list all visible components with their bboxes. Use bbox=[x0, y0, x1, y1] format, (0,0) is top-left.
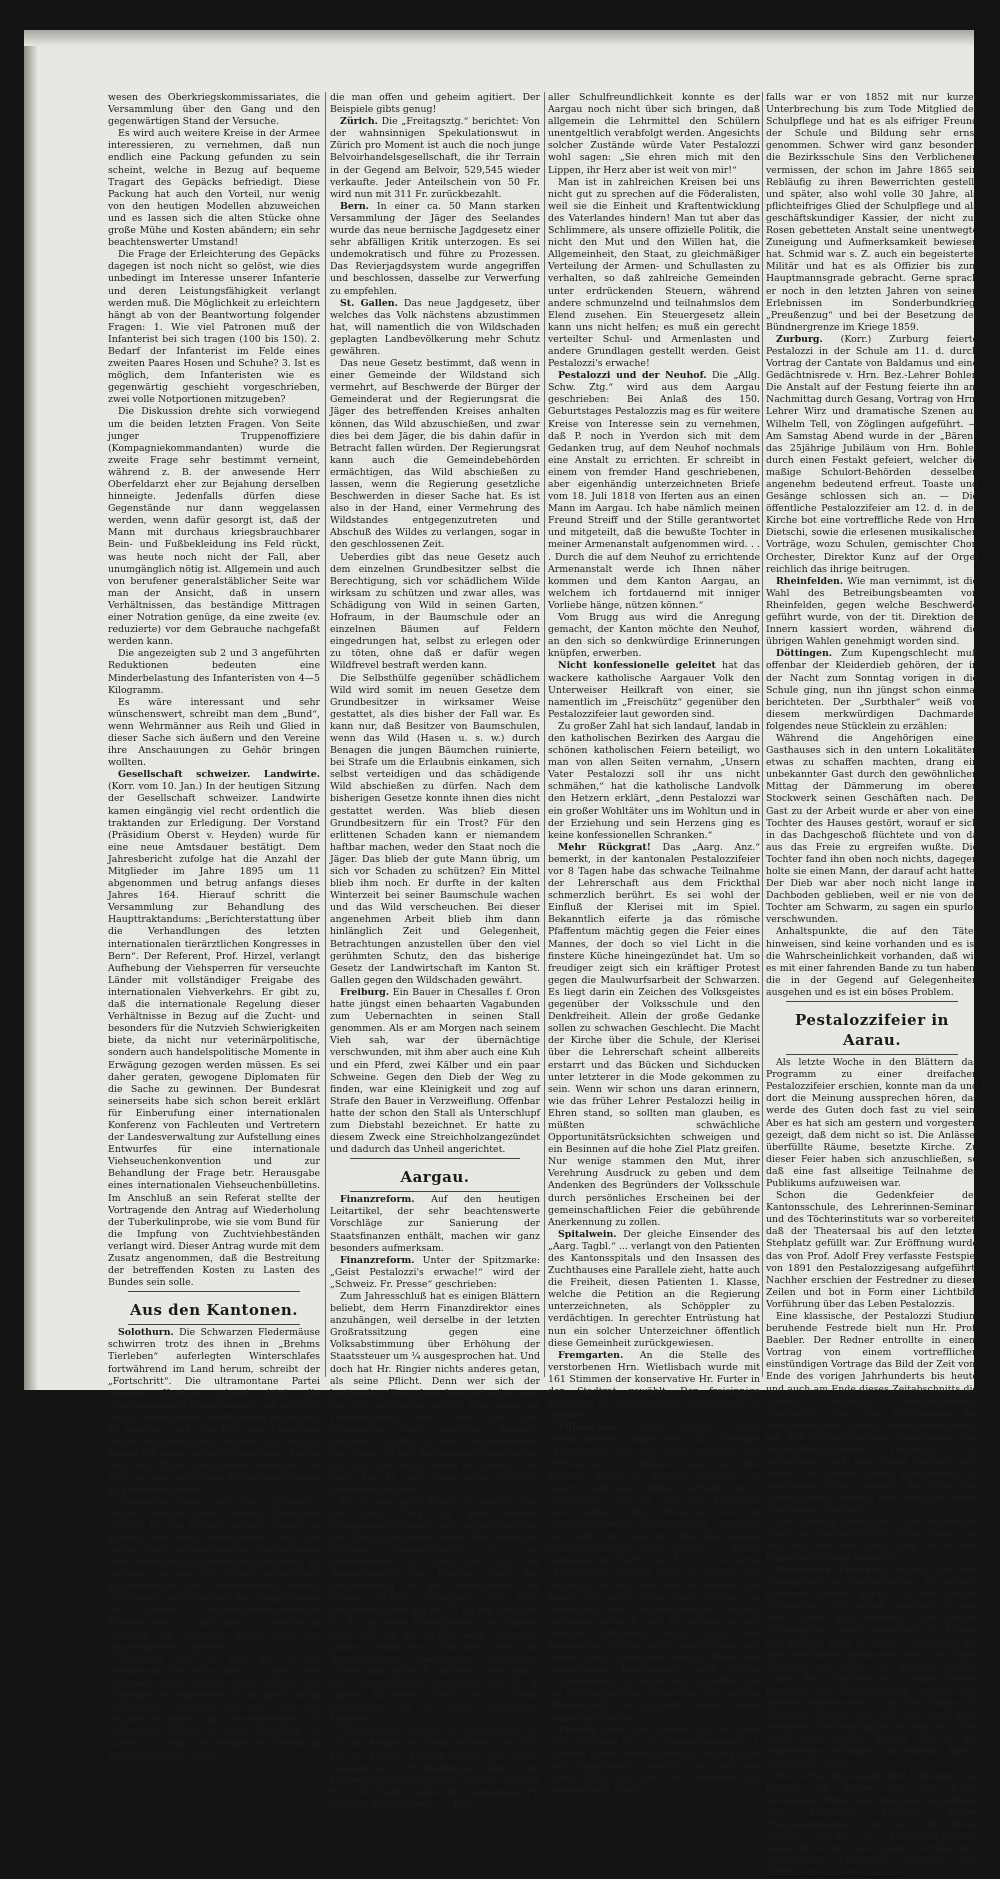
paragraph-keyword: Mehr Rückgrat! bbox=[558, 841, 651, 853]
paragraph: Schon die Gedenkfeier der Kantonsschule, des Lehrerinnen-Seminars und des Töchterinstituts war so vorbereitet, daß der Theatersaal bis auf den letzten Stehplatz gefüllt war. Zur Eröffnung wurde das von Prof. Adolf Frey verfasste Festspiel von 1891 den Pestalozzigesang aufgeführt. Nachher erschien der Festredner zu diesen Zeilen und bot in Form einer Lichtbild-Vorführung über das Leben Pestalozzis. bbox=[766, 1190, 978, 1310]
paragraph: Die Selbsthülfe gegenüber schädlichem Wild wird somit im neuen Gesetze dem Grundbesitzer in wirksamer Weise gestattet, als dies bisher der Fall war. Es kann nur, daß Besitzer von Baumschulen, wenn das Wild (Hasen u. s. w.) durch Benagen die jungen Bäumchen ruinierte, bei Strafe um die Erlaubnis einkamen, sich selbst verteidigen und das schädigende Wild abschießen zu dürfen. Nach dem bisherigen Gesetze konnte ihnen dies nicht gestattet werden. Was blieb diesen Grundbesitzern für ein Trost? Für den erlittenen Schaden kann er niemandem haftbar machen, weder den Staat noch die Jäger. Das blieb der gute Mann übrig, um sich vor Schaden zu schützen? Ein Mittel blieb ihm noch. Er durfte in der kalten Winterzeit bei seiner Baumschule wachen und das Wild verscheuchen. Bei dieser angenehmen Arbeit blieb ihm dann hinlänglich Zeit und Gelegenheit, Betrachtungen anzustellen über den viel gerühmten Schutz, den das bisherige Gesetz der Landwirtschaft im Kanton St. Gallen gegen den Wildschaden gewährt. bbox=[330, 672, 540, 986]
paragraph-text: Wie man vernimmt, ist die Wahl des Betreibungsbeamten von Rheinfelden, gegen welche Beschwerde geführt wurde, von der tit. Direktion des Innern kassiert worden, während die übrigen Wahlen genehmigt worden sind. bbox=[766, 575, 979, 648]
paragraph: Als letzte Woche in den Blättern das Programm zu einer dreifachen Pestalozzifeier erschien, konnte man da und dort die Meinung aussprechen hören, das werde des Guten doch fast zu viel sein. Aber es hat sich am gestern und vorgestern gezeigt, daß dem nicht so ist. Die Anlässe: überfüllte Räume, besetzte Kirche. Zu dieser Feier haben sich anzuschließen, so daß eine fast allseitige Teilnahme des Publikums aufzuweisen war. bbox=[766, 1057, 978, 1189]
paragraph-text: Die „Allg. Schw. Ztg.“ wird aus dem Aargau geschrieben: Bei Anlaß des 150. Geburtstages Pestalozzis mag es für weitere Kreise von Interesse sein zu vernehmen, daß P. noch in Yverdon sich mit dem Gedanken trug, auf dem Neuhof nochmals eine Anstalt zu errichten. Er schreibt in einem von fremder Hand geschriebenen, aber eigenhändig unterzeichneten Briefe vom 18. Juli 1818 von Iferten aus an einen Mann im Aargau. Ich habe nämlich meinen Freund Streiff und der Stille gerantwortet und mitgeteilt, daß die bewußte Tochter in meiner Armenanstalt aufgenommen wird. . . . Durch die auf dem Neuhof zu errichtende Armenanstalt werde ich Ihnen näher kommen und dem Kanton Aargau, an welchem ich fortdauernd mit inniger Vorliebe hänge, nützen können.“ bbox=[548, 370, 760, 611]
column-rule bbox=[544, 92, 545, 1377]
paragraph: Es wäre interessant und sehr wünschenswert, schreibt man dem „Bund“, wenn Wehrmänner aus Reih und Glied in dieser Sache sich äußern und den Vereine ihre Anschauungen zu Gehör bringen wollten. bbox=[108, 696, 320, 769]
paragraph-keyword: Spitalwein. bbox=[558, 1228, 617, 1240]
paragraph bbox=[548, 660, 760, 720]
paragraph-keyword: Gesellschaft schweizer. Landwirte. bbox=[118, 769, 320, 781]
paragraph bbox=[548, 1725, 760, 1798]
section-rule bbox=[786, 1054, 958, 1055]
paragraph: Sehr schwellig ausgeführte Uebungen der Knaben am Barren und eine frisch gesungene Monotonie grazioser Reigentanz der Mädchen bildeten ferner Programmnummern und als Schluß dieses Abends wurde die Pestalozzi-Kantate gebracht, womit diese ganze würdige und genußreiche Produktion geboten, zum Schluß eine längere Cantate bbox=[766, 1770, 978, 1879]
section-rule bbox=[128, 1324, 300, 1325]
paragraph-keyword: Pestalozzi und der Neuhof. bbox=[558, 370, 707, 382]
paragraph bbox=[548, 1229, 760, 1350]
paragraph bbox=[548, 1422, 760, 1724]
paragraph-keyword: Finanzreform. bbox=[340, 1194, 415, 1206]
paragraph-keyword: Döttingen. bbox=[776, 648, 833, 660]
paragraph-text: Ein Bauer in Chesalles f. Oron hatte jüngst einen behaarten Vagabunden zum Uebernachten in seinen Stall genommen. Als er am Morgen nach seinem Vieh sah, war der übernächtige verschwunden, mit ihm aber auch eine Kuh und ein Pferd, zwei Kälber und ein paar Schweine. Gegen den Dieb der Weg zu finden, war eine Kleinigkeit und zog auf Strafe den Bauer in Verzweiflung. Offenbar hatte der schon den Stall als Unterschlupf zum Diebstahl bezeichnet. Er hatte zu diesem Zweck eine Streichholzangezündet und dadurch das Unheil angerichtet. bbox=[330, 986, 541, 1156]
paragraph-keyword: Finanzreform. bbox=[340, 1254, 415, 1266]
column-rule bbox=[325, 92, 326, 1377]
paragraph-keyword: Pietwil. bbox=[558, 1724, 598, 1736]
paragraph bbox=[766, 1565, 978, 1771]
paragraph: aller Schulfreundlichkeit konnte es der Aargau noch nicht über sich bringen, daß allgemein die Lehrmittel den Schülern unentgeltlich verabfolgt werden. Angesichts solcher Zustände würde Vater Pestalozzi wohl sagen: „Sie ehren mich mit den Lippen, ihr Herz aber ist weit von mir!“ bbox=[548, 92, 760, 176]
paragraph-keyword: St. Gallen. bbox=[340, 297, 398, 309]
paragraph bbox=[766, 334, 978, 576]
paragraph: Es wird auch weitere Kreise in der Armee interessieren, zu vernehmen, daß nun endlich eine Packung gefunden zu sein scheint, welche in Bezug auf bequeme Tragart des Gepäcks befriedigt. Diese Packung hat auch den Vorteil, nur wenig von den heutigen Modellen abzuweichen und es lassen sich die alten Stücke ohne große Mühe und Kosten abändern; ein sehr beachtenswerter Umstand! bbox=[108, 128, 320, 249]
page-edge-shadow bbox=[24, 30, 38, 1390]
column-1 bbox=[108, 92, 320, 1762]
paragraph: Zu großer Zahl hat sich landauf, landab in den katholischen Bezirken des Aargau die schönen katholischen Feiern beteiligt, wo man von allen Seiten vernahm, „Unsern Vater Pestalozzi soll ihr uns nicht schmähen,“ hat die katholische Landvolk den Hetzern erklärt, „denn Pestalozzi war ein großer Wohltäter uns im Wohltun und in der Erziehung und sein Herzens ging es keine konfessionellen Schranken.“ bbox=[548, 720, 760, 841]
paragraph bbox=[330, 987, 540, 1156]
paragraph-keyword: Zürich. bbox=[340, 116, 378, 128]
paragraph bbox=[548, 370, 760, 612]
column-rule bbox=[762, 92, 763, 1377]
paragraph-keyword: Solothurn. bbox=[118, 1327, 174, 1339]
paragraph-keyword: Villmergen. bbox=[558, 1422, 620, 1434]
section-heading: Aargau. bbox=[400, 1168, 470, 1187]
paragraph bbox=[330, 298, 540, 358]
paragraph-text: In einer ca. 50 Mann starken Versammlung der Jäger des Seelandes wurde das neue bernische Jagdgesetz einer sehr abfälligen Kritik unterzogen. Es sei undemokratisch und führe zu Prozessen. Das Revierjagdsystem wurde angegriffen und beschlossen, dasselbe zur Verwerfung zu empfehlen. bbox=[330, 200, 540, 297]
section-rule bbox=[350, 1191, 520, 1192]
section-heading: Pestalozzifeier in Aarau. bbox=[795, 1011, 949, 1050]
section-rule bbox=[128, 1291, 300, 1292]
paragraph-text: (Korr.) Zurburg feierte Pestalozzi in der Schule am 11. d. durch Vortrag der Cantate von Baldamus und eine Gedächtnisrede v. Hrn. Bez.-Lehrer Bohler. Die Anstalt auf der Festung feierte ihn am Nachmittag durch Gesang, Vortrag von Hrn. Lehrer Wirz und dramatische Szenen aus Wilhelm Tell, von Zöglingen aufgeführt. — Am Samstag Abend wurde in der „Bären“ das 25jährige Jubiläum von Hrn. Bohler durch einen Festakt gefeiert, welcher die maßige Schulort-Behörden desselben angenehm bedeutend erfreut. Toaste und Gesänge schlossen sich an. — Die öffentliche Pestalozzifeier am 12. d. in der Kirche bot eine vortreffliche Rede von Hrn. Dietschi, sowie die erlesenen musikalischen Vorträge, wozu Schulen, gemischter Chor, Orchester, Direktor Kunz auf der Orgel reichlich das ihrige beitrugen. bbox=[766, 333, 979, 575]
paragraph: Die angezeigten sub 2 und 3 angeführten Reduktionen bedeuten eine Minderbelastung des Infanteristen von 4—5 Kilogramm. bbox=[108, 648, 320, 696]
paragraph: Vom Brugg aus wird die Anregung gemacht, der Kanton möchte den Neuhof, an den sich so denkwürdige Erinnerungen knüpfen, erwerben. bbox=[548, 612, 760, 660]
paragraph bbox=[108, 769, 320, 1289]
paragraph bbox=[330, 1194, 540, 1254]
paragraph-text: Das neue Jagdgesetz, über welches das Volk nächstens abzustimmen hat, will namentlich die von Wildschaden geplagten Landbevölkerung mehr Schutz gewähren. bbox=[330, 297, 540, 357]
paragraph: Nicht besser steht es im Schulwesen. So soll im Aargau ein Primarschüler per Jahr Fr. 42 kosten. Hievon leistet der Staat, Inspektoren, Fortbildungsschulen und Lehrerseminar inbegriffen, für den Schüler Fr. 9.50. Dabei zahlen die Gemeinden Fr. 750,000 Schulsteuern. — Bei bbox=[330, 1726, 540, 1810]
paragraph: Eine klassische, der Pestalozzi Studium beruhende Festrede bielt nun Hr. Prof. Baebler. Der Redner entrollte in einem Vortrag von einem vortrefflichen einstündigen Vortrage das Bild der Zeit vom Ende des vorigen Jahrhunderts bis heute und auch am Ende dieses Zeitabschnitts die Gestalt Pestalozzis herauszuheben. Meisterlich wies der Vortragende die biographischen Daten abwechslungsreich mit den psychologischen Darlegungen der Entwicklungsphasen Pestalozzis zu vermengen und hob dabei vielfach den Mann, der einem halben Jahrhundert im Vaterlande voran gedient. Ein Chor des Gesangvereins bildete den Abschluß dieser erhebenden Vorfeier. bbox=[766, 1311, 978, 1516]
paragraph: Es ist aber nicht daran zu zweifeln, daß das aarg. Volk für eine erhöhte Staatssteuer stimmen wird, sobald man ihm erst Brot statt Steine bietet. Wir verlangen größere Unterstützung für das Armenwesen. Da lesen wir, daß der Regierungsrat des Kantons Bern den Staatsbeitrag an die Armenpflege des Jahres 18,000 Notarmen pro 1896 festgesetzt habe auf Fr. 37 für ein Kind und Fr. 47 für einen Erwachsenen. Der Aargau aber zahlt an die 11,000 aarg. Notarmen ganze zehntausend Franken. Den mit Armensteuern überladenen Gemeinden würde man dadurch aufhelfen, daß man 2 bis 3 Armenbezirke einrichtet, wie das in andern Kantonen, durch die zu starke Gemeinden wir ja diesen erleichtern könnten. bbox=[330, 1496, 540, 1726]
section-rule bbox=[786, 1001, 958, 1002]
paragraph: Zum Jahresschluß hat es einigen Blättern beliebt, dem Herrn Finanzdirektor eines anzuhängen, weil derselbe in der letzten Großratssitzung gegen eine Volksabstimmung über Erhöhung der Staatssteuer um ¼ ausgesprochen hat. Und doch hat Hr. Ringier nichts anderes getan, als seine Pflicht. Denn wer sich der kantonalen Finanzlage bewusst wäre, was das Volk antworten werde. Und wenn der Finanzdirektor den Staat und den Gemeinden eine unnötige Ausgabe ersparen möchte in einer Angelegenheit, die schon vor der Abstimmung entschieden ist, so ist das nichts gegen das Gesetz. Und doch hat er den Dank jedes rechtlich gesinnten Bürgers. bbox=[330, 1291, 540, 1496]
paragraph-text: Hier wurde keine Pestalozzifeier abgehalten. Ein hiesiger „Schulmann“ hat sich sogar entblödet, am Wirtstische zu erklären: das sei alles humane Ding; in keinem Schulen sei gelernt, daß eine solche stattfände, nicht teilnehmen, weil er sich mit Krankheit entschuldigen, denn Pestalozzi sei ein ausgesprochener Gottesleugner gewesen und habe Gott verachtet. Bei allen seinen Unternehmungen Glück gehabt. — Hiezu bemerken mit Recht die „Fr. St.“: Der nette „Schulmann“ scheint nicht zu wissen, daß Pestalozzi in den Geist und die Schöne und Liebe für alles Gute und Schöne im Menschen ewig achtungswerthe Tochter gewesen; denn P. hat in gerade in der Religion allerdings nicht nach dem besonderen Schein und so, aber zeigte sich heute darob entsetzen würde, Ende des neunzehnten Jahrhunderts noch solche „Schulmänner“ zu einer Tag zu treffen, die die Unfähigkeit der Schule der Zeit und die Wissenschaft im Einsicht dieser Worte gekennzeichneten. bbox=[548, 1422, 761, 1724]
paragraph: Die Frage der Erleichterung des Gepäcks dagegen ist noch nicht so gelöst, wie dies unbedingt im Interesse unserer Infanterie und deren Leistungsfähigkeit verlangt werden muß. Die Möglichkeit zu erleichtern hängt ab von der Beantwortung folgender Fragen: 1. Wie viel Patronen muß der Infanterist bei sich tragen (100 bis 150). 2. Bedarf der Infanterist im Felde eines zweiten Paares Hosen und Schuhe? 3. Ist es möglich, dem Infanteristen wie es gegenwärtig geschieht vorgeschrieben, zwei volle Notportionen mitzugeben? bbox=[108, 249, 320, 406]
paragraph: Trauriger noch als alles das ist die betrübende Tatsache, daß es unter den Liberalen noch solche gibt, welche die Vorgänge als unbedeutend und gleichgültig aufzufassen scheinen und aufs eine die Gegner ermutigen, das „Abseitsstehen“ als geeignetes Mittel zu ihren Zwecken zu nutzen, ja sogar von denjenigen freisinnig scheinen lassen, gegen bbox=[108, 1653, 320, 1762]
paragraph: Man ist in zahlreichen Kreisen bei uns nicht gut zu sprechen auf die Föderalisten, weil sie die Einheit und Kraftentwicklung des Vaterlandes hindern! Man tut aber das Schlimmere, als unsere offizielle Politik, die nicht den Mut und den Willen hat, die Allgemeinheit, den Staat, zu gleichmäßiger Verteilung der Armen- und Schullasten zu verhalten, so daß zahlreiche Gemeinden unter erdrückenden Steuern, während andere schmunzelnd und teilnahmslos dem Elend zusehen. Ein Steuergesetz allein kann uns nicht helfen; es muß ein gerecht verteilter Schul- und Armenlasten und andere Grundlagen gestellt werden. Geist Pestalozzi's erwache! bbox=[548, 176, 760, 370]
paragraph-keyword: Nicht konfessionelle geleitet bbox=[558, 660, 716, 672]
paragraph-keyword: Hunzikers Festspiel bbox=[776, 1564, 885, 1576]
paragraph bbox=[548, 1350, 760, 1423]
paragraph-keyword: Bern. bbox=[340, 200, 369, 212]
paragraph: falls war er von 1852 mit nur kurzer Unterbrechung bis zum Tode Mitglied der Schulpflege und hat es als eifriger Freund der Schule und Bildung sehr ernst genommen. Schwer wird ganz besonders die Bezirksschule Sins den Verblichenen vermissen, der schon im Jahre 1865 sein Rebläufig zu ihren Bewerrichten gestellt und später, also wohl volle 30 Jahre, als pflichteifriges Glied der Schulpflege und als geschäftskundiger Kassier, der nicht zur Rosen gebetteten Anstalt seine unentwegte Zuneigung und Aufmerksamkeit bewiesen hat. Schmid war s. Z. auch ein begeisterter Militär und hat es als Offizier bis zum Hauptmannsgrade gebracht. Gerne sprach er noch in den letzten Jahren von seinen Erlebnissen im Sonderbundkrieg, „Preußenzug“ und bei der Besetzung der Bündnergrenze im Kriege 1859. bbox=[766, 92, 978, 333]
paragraph-text: bildete hier den Mittelpunkt der Veranstaltung. Es wurden mehrere Szenen daraus in den jungen Darstellern sehr lebhaft gegeben. Es war sehr schön und lehrreich, die jungen Schauspieler, sowie namentlich die Kinder mit großem Eifer zu sehen. Das Stück bot den bewährten Regisseur, Hrn. Dr. Ernst Zschokke alle Ehre. Die kleinen Schüler haben den Zuhörern eine große Freude bereitet. Die Bühnenbilder, welche die Spieler abwechselten, und das Ganze ein würdiges Drama, das recht gut, auch noch bendigtes Pestalozzispiel zu erinnern. Das Stück fand reichen Beifall, daß es auf allgemeines Verlangen am Sonntag Abend wiederholt wurde. bbox=[766, 1564, 978, 1770]
paragraph-text: (Korr. vom 10. Jan.) In der heutigen Sitzung der Gesellschaft schweizer. Landwirte kamen eingängig viel recht ordentlich die traktanden zur Erledigung. Der Vorstand (Präsidium Oberst v. Heyden) wurde für eine neue Amtsdauer bestätigt. Dem Jahresbericht zufolge hat die Anzahl der Mitglieder im Jahre 1895 um 11 abgenommen und betrug anfangs dieses Jahres 164. Hierauf schritt die Versammlung zur Behandlung des Haupttraktandums: „Berichterstattung über die Verhandlungen des letzten internationalen tierärztlichen Kongresses in Bern“. Der Referent, Prof. Hirzel, verlangt Aufhebung der Viehsperren für verseuchte Länder mit vollständiger Freigabe des internationalen Viehverkehrs. Er gibt zu, daß die internationale Regelung dieser Verhältnisse in Bezug auf die Zucht- und besonders für die Nutzvieh Schwierigkeiten biete, da nicht nur veterinärpolitische, sondern auch handelspolitische Momente in Erwägung gezogen werden müssen. Es sei daher geraten, gewogene Diplomaten für die Sache zu gewinnen. Der Bundesrat seinerseits habe sich schon bereit erklärt für Einberufung einer internationalen Konferenz von Fachleuten und Vertretern der Landesverwaltung zur Aufstellung eines Entwurfes für eine internationale Viehseuchenkonvention und zur Behandlung der Frage betr. Herausgabe eines internationalen Viehseuchenbülletins. Im Anschluß an sein Referat stellte der Vortragende den Antrag auf Wiederholung der Tuberkulinprobe, wie sie vom Bund für die Impfung von Zuchtviehbeständen verlangt wird. Dieser Antrag wurde mit dem Zusatz angenommen, daß die Bestreitung der betreffenden Kosten zu Lasten des Bundes sein solle. bbox=[108, 781, 320, 1289]
section-heading: Aus den Kantonen. bbox=[129, 1301, 299, 1320]
paragraph: Das neue Gesetz bestimmt, daß wenn in einer Gemeinde der Wildstand sich vermehrt, auf Beschwerde der Bürger der Gemeinderat und der Regierungsrat die Jäger des betreffenden Kreises anhalten können, das Wild abzuschießen, und zwar dies bei dem Jäger, die bis dahin dafür in Betracht fallen würden. Der Regierungsrat kann auch die Gemeindebehörden ermächtigen, das Wild abschießen zu lassen, wenn die Regierung gesetzliche Beschwerden in dieser Sache hat. Es ist also in der Hand, einer Vermehrung des Wildstandes entgegenzutreten und Abschuß des Wildes zu verlangen, sogar in den geschlossenen Zeit. bbox=[330, 358, 540, 551]
paragraph: Ueberdies gibt das neue Gesetz auch dem einzelnen Grundbesitzer selbst die Berechtigung, sich vor schädlichem Wilde wirksam zu schützen und zwar alles, was Schädigung von Wild in seinen Garten, Hofraum, in der Baumschule oder an einzelnen Bäumen auf Feldern eingedrungen hat, selbst zu erlegen oder zu töten, ohne daß er dafür wegen Wildfrevel bestraft werden kann. bbox=[330, 551, 540, 672]
paragraph-keyword: Rheinfelden. bbox=[776, 575, 844, 587]
paragraph-text: Die „Freitagsztg.“ berichtet: Von der wahnsinnigen Spekulationswut in Zürich pro Moment ist auch die noch junge Belvoirhandelsgesellschaft, die ihr Terrain in der Gegend am Belvoir, 529,545 wieder verkaufte. Jeder Anteilschein von 50 Fr. wird nun mit 311 Fr. zurückbezahlt. bbox=[330, 116, 540, 200]
paragraph: die man offen und geheim agitiert. Der Beispiele gibts genug! bbox=[330, 92, 540, 116]
paragraph-keyword: Zurburg. bbox=[776, 333, 823, 345]
paragraph: Abgesehen davon, daß die „Gründerei“ dieser Vereine keine großen Bedenken einflößt für die Zukunft unserer Partei, so können wir doch konstatieren, daß die Sache noch konfessionellen Vereinsleben eine bedenkliche Ausdehnung annimmt. Es bringen nun eine Zeit ruhiger, erfreulicher Kulturkämpfer und Pfaffenfresser wieder, von denen, welche selber den Kampf gegen die andern, nichtreligionsmächtigen Konfessionen entfachen. Gleichwohl möchten die Liberalen nicht, stets den Angegriffenen zu spielen. bbox=[108, 1496, 320, 1653]
paragraph bbox=[766, 576, 978, 649]
paragraph-text: An die Stelle des verstorbenen Hrn. Wietlisbach wurde mit 161 Stimmen der konservative Hr. Furter in den Stadtrat gewählt. Der freisinnige Kandidat, Hr. Fabrikmeister Isler, wurde 94 Stimmen. bbox=[548, 1349, 760, 1422]
paragraph: Während die Angehörigen eines Gasthauses sich in den untern Lokalitäten etwas zu schaffen machten, drang ein unbekannter Gast durch den gewöhnlichen Mittag der Dämmerung im oberen Stockwerk seinen Geschäften nach. Der Gast zu der Arbeit wurde er aber von einer Tochter des Hauses gestört, worauf er sich in das Dachgeschoß flüchtete und von da aus das Freie zu ergreifen wußte. Die Tochter fand ihn oben noch nichts, dagegen holte sie einen Mann, der darauf acht hatte. Der Dieb war aber noch nicht lange im Dachboden geblieben, weil er nie von der Tochter am Schwarm, zu sagen ein spurlos verschwunden. bbox=[766, 732, 978, 926]
paragraph: Die Diskussion drehte sich vorwiegend um die beiden letzten Fragen. Von Seite junger Truppenoffiziere (Kompagniekommandanten) wurde die zweite Frage sehr bestimmt verneint, während z. B. der anwesende Herr Oberfeldarzt eher zur Bejahung derselben hinneigte. Jedenfalls dürfen diese Gegenstände nur dann weggelassen werden, wenn dafür gesorgt ist, daß der Mann mit durchaus kriegsbrauchbarer Bein- und Fußbekleidung ins Feld rückt, was heute noch nicht der Fall, aber unumgänglich nötig ist. Allgemein und auch von berufener generalstäblicher Seite war man der Ansicht, daß in unsern Verhältnissen, das beständige Mittragen einer Notration genüge, da eine zweite (ev. reduzierte) vor dem Gebrauche nachgefaßt werden kann. bbox=[108, 406, 320, 648]
paragraph-text: Das „Aarg. Anz.“ bemerkt, in der kantonalen Pestalozzifeier vor 8 Tagen habe das schwache Teilnahme der Lehrerschaft aus dem Frickthal schmerzlich berührt. Es sei wohl der Einfluß der Klerisei mit im Spiel. Bekanntlich eiferte ja das römische Pfaffentum mächtig gegen die Feier eines Mannes, der doch so viel Licht in die finstere Küche hineingezündet hat. Um so freudiger zeigt sich ein kräftiger Protest gegen die Maulwurfsarbeit der Schwarzen. Es liegt darin ein Zeichen des Volksgeistes gegenüber der Volksschule und den Denkfreiheit. Allein der große Gedanke sollen zu schwachen Geschlecht. Die Macht der Kirche über die Schule, der Klerisei über die Lehrerschaft scheint allbereits erstarrt und das Bücken und Sichducken unter letzterer in die Mode gekommen zu sein. Wenn wir schon uns daran erinnern, wie das früher Lehrer Pestalozzi heilig in Ehren stand, so sollten man glauben, es müßten schwächliche Opportunitätsrücksichten schweigen und ein Besinnen auf die hohe Ziel Platz greifen. Nur wenige stammen den Mut, ihrer Verehrung Ausdruck zu geben und dem Andenken des Begründers der Volksschule durch persönliches Erscheinen bei der gemeinschaftlichen Feier die gebührende Anerkennung zu zollen. bbox=[548, 841, 760, 1228]
paragraph-keyword: Freiburg. bbox=[340, 986, 390, 998]
paragraph-text: Hier starb letzter Tage im Alter von 73 Jahren Gr., alt Gemeindeammann J. Schmid. Kaum dreißig Jahre alt, wurde er in den Gemeinderat gewählt und war von 1869—1880 laut Bote, der Gemeinde als Ammann vor. Eben- bbox=[548, 1724, 761, 1797]
paragraph: Anhaltspunkte, die auf den Täter hinweisen, sind keine vorhanden und es ist die Wahrscheinlichkeit vorhanden, daß wir es mit einer fahrenden Bande zu tun haben, die in der Gegend auf Gelegenheiten ausgehen und es ist ein böses Problem. bbox=[766, 926, 978, 998]
paragraph bbox=[108, 1327, 320, 1496]
column-2 bbox=[330, 92, 541, 1810]
paragraph bbox=[766, 648, 978, 733]
paragraph-text: Die Schwarzen Fledermäuse schwirren trotz des ihnen in „Brehms Tierleben“ auferlegten Winterschlafes fortwährend im Land herum, schreibt der „Fortschritt“. Die ultramontane Partei unseres Kantons nimmt jetzt die „internationalen Fledermäuse“ auf die Stör, um die besonderen Solothurnern begreiflich zu machen, daß das Heil der Menschen einzig und allein darin bestehe, daß sie ihr Leben für einen allseitig genehmen Kirche und dem Papst darbringen, während sie sich um ihre weltlichen Verhältnisse wenig zu kümmern haben. bbox=[108, 1327, 320, 1496]
column-4 bbox=[766, 92, 979, 1879]
paragraph-text: Unter der Spitzmarke: „Geist Pestalozzi's erwache!“ wird der „Schweiz. Fr. Presse“ geschrieben: bbox=[330, 1254, 540, 1290]
paragraph-keyword: Fremgarten. bbox=[558, 1349, 624, 1361]
paragraph: Am Samstag Abend um 8 Uhr begann die Feier der Bezirksschule. Schon lange vor der Zeit war der große Saal bis in den hintersten Winkel angefüllt. bbox=[766, 1516, 978, 1564]
paragraph: wesen des Oberkriegskommissariates, die Versammlung über den Gang und den gegenwärtigen Stand der Versuche. bbox=[108, 92, 320, 128]
paragraph bbox=[330, 116, 540, 201]
paragraph-text: Auf den heutigen Leitartikel, der sehr beachtenswerte Vorschläge zur Sanierung der Staatsfinanzen enthält, machen wir ganz besonders aufmerksam. bbox=[330, 1194, 540, 1254]
paragraph bbox=[330, 1255, 540, 1291]
section-rule bbox=[350, 1158, 520, 1159]
paragraph-text: Zum Kupengschlecht muß offenbar der Kleiderdieb gehören, der in der Nacht zum Sonntag vorigen in die Schule ging, nun ihn jüngst schon einmal berichteten. Der „Surbthaler“ weiß von diesem merkwürdigen Dachmarder folgendes neue Stücklein zu erzählen: bbox=[766, 648, 979, 732]
paragraph-text: hat das wackere katholische Aargauer Volk den Unterweiser Heilkraft von einer, sie namentlich im „Freischütz“ gegenüber den Pestalozzifeier laut geworden sind. bbox=[548, 660, 760, 720]
paragraph-text: Der gleiche Einsender des „Aarg. Tagbl.“ ... verlangt von den Patienten des Kantonsspitals und den Insassen des Zuchthauses eine Parallele zieht, hatte auch die Freiheit, diesen Patienten 1. Klasse, welche die Petition an die Regierung unterzeichneten, als Schöppler zu verdächtigen. In gerechter Entrüstung hat nun ein solcher Unterzeichner öffentlich diese Gemeinheit zurückgewiesen. bbox=[548, 1228, 760, 1349]
paragraph bbox=[548, 842, 760, 1229]
page-top-shadow bbox=[24, 30, 974, 46]
paragraph bbox=[330, 201, 540, 298]
column-3 bbox=[548, 92, 761, 1797]
